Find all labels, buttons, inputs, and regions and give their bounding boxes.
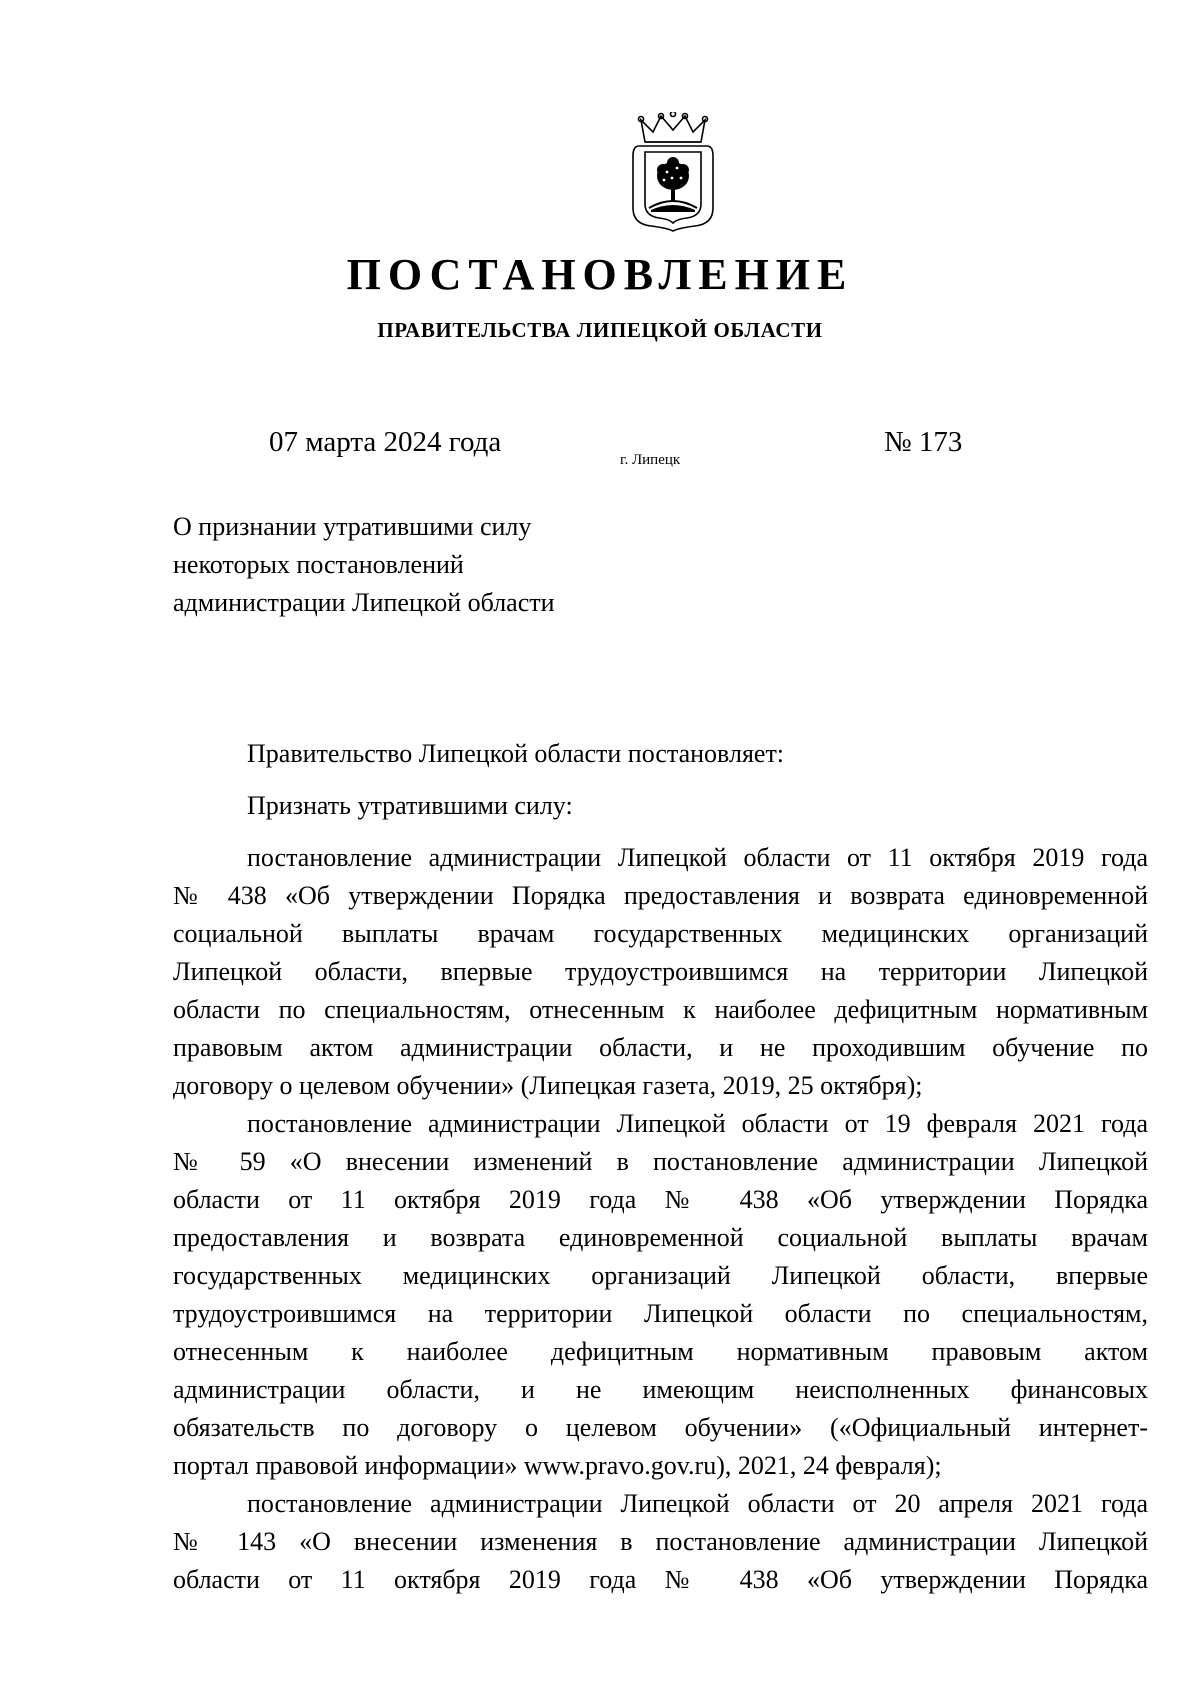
paragraph-2 — [173, 1105, 1148, 1485]
document-heading — [173, 508, 555, 622]
document-body — [173, 735, 1148, 1599]
paragraph-line: постановление администрации Липецкой области от 11 октября 2019 года — [247, 843, 1148, 872]
paragraph-line: постановление администрации Липецкой области от 20 апреля 2021 года — [247, 1489, 1148, 1518]
paragraph-line: № 438 «Об утверждении Порядка предоставления и возврата единовременной — [173, 881, 1148, 910]
document-number: № 173 — [884, 426, 963, 458]
heading-line: некоторых постановлений — [173, 550, 464, 579]
paragraph-1 — [173, 839, 1148, 1105]
paragraph-line: области от 11 октября 2019 года № 438 «Об утверждении Порядка — [173, 1185, 1148, 1214]
document-city: г. Липецк — [620, 452, 681, 468]
paragraph-line: трудоустроившимся на территории Липецкой области по специальностям, — [173, 1299, 1148, 1328]
paragraph-line: договору о целевом обучении» (Липецкая газета, 2019, 25 октября); — [173, 1071, 923, 1100]
document-subtitle: ПРАВИТЕЛЬСТВА ЛИПЕЦКОЙ ОБЛАСТИ — [377, 318, 823, 342]
paragraph-line: области по специальностям, отнесенным к наиболее дефицитным нормативным — [173, 995, 1148, 1024]
paragraph-line: предоставления и возврата единовременной социальной выплаты врачам — [173, 1223, 1148, 1252]
paragraph-line: отнесенным к наиболее дефицитным нормативным правовым актом — [173, 1337, 1148, 1366]
lipetsk-coat-of-arms-icon — [631, 112, 715, 232]
paragraph-line: правовым актом администрации области, и не проходившим обучение по — [173, 1033, 1148, 1062]
heading-line: О признании утратившими силу — [173, 512, 532, 541]
paragraph-line: государственных медицинских организаций Липецкой области, впервые — [173, 1261, 1148, 1290]
document-title: ПОСТАНОВЛЕНИЕ — [346, 250, 854, 299]
heading-line: администрации Липецкой области — [173, 588, 555, 617]
paragraph-line: № 143 «О внесении изменения в постановление администрации Липецкой — [173, 1527, 1148, 1556]
recognize-paragraph: Признать утратившими силу: — [247, 791, 573, 820]
intro-paragraph: Правительство Липецкой области постановляет: — [247, 739, 785, 768]
paragraph-line: портал правовой информации» www.pravo.gov.ru), 2021, 24 февраля); — [173, 1451, 942, 1480]
paragraph-3 — [173, 1485, 1148, 1599]
paragraph-line: постановление администрации Липецкой области от 19 февраля 2021 года — [247, 1109, 1148, 1138]
paragraph-line: Липецкой области, впервые трудоустроившимся на территории Липецкой — [173, 957, 1148, 986]
paragraph-line: обязательств по договору о целевом обучении» («Официальный интернет- — [173, 1413, 1148, 1442]
document-date: 07 марта 2024 года — [269, 426, 502, 458]
paragraph-line: социальной выплаты врачам государственных медицинских организаций — [173, 919, 1148, 948]
paragraph-line: администрации области, и не имеющим неисполненных финансовых — [173, 1375, 1148, 1404]
paragraph-line: № 59 «О внесении изменений в постановление администрации Липецкой — [173, 1147, 1148, 1176]
paragraph-line: области от 11 октября 2019 года № 438 «Об утверждении Порядка — [173, 1565, 1148, 1594]
